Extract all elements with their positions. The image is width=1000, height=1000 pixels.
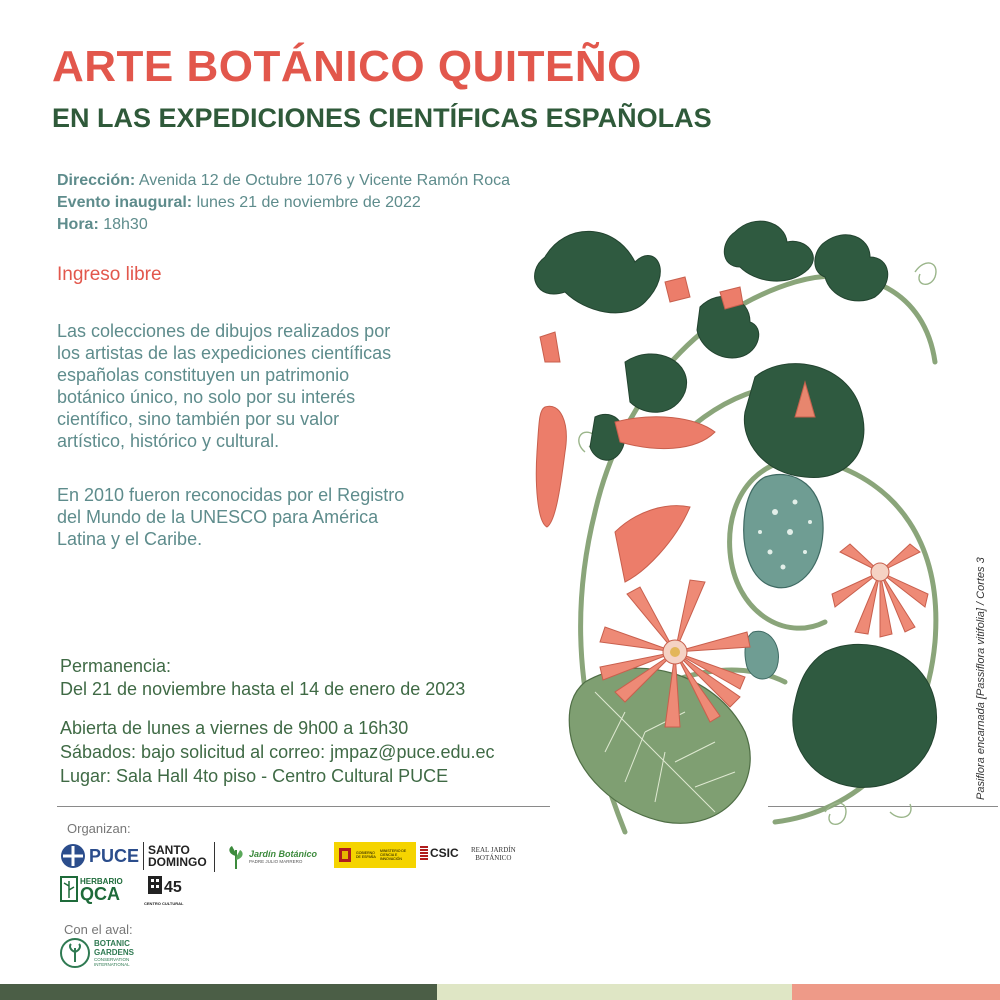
- organizers-label: Organizan:: [67, 821, 131, 836]
- bgci-emblem-icon: [60, 938, 90, 968]
- rjb-line2: BOTÁNICO: [475, 854, 512, 862]
- passiflora-illustration: [525, 212, 965, 842]
- paragraph-line: españolas constituyen un patrimonio: [57, 365, 350, 385]
- saturday-hours: Sábados: bajo solicitud al correo: jmpaz@puce.edu.ec: [60, 742, 495, 762]
- paragraph-line: botánico único, no solo por su interés: [57, 387, 356, 407]
- bottom-band-dark: [0, 984, 437, 1000]
- csic-logo: [420, 846, 459, 860]
- gobierno-espana-logo: [334, 842, 416, 868]
- page-subtitle: EN LAS EXPEDICIONES CIENTÍFICAS ESPAÑOLAS: [52, 103, 712, 133]
- logo-divider: [214, 842, 215, 872]
- building-icon: [146, 874, 182, 896]
- herbario-text: HERBARIO: [80, 876, 123, 886]
- bottom-band-light: [437, 984, 792, 1000]
- time-value: 18h30: [98, 216, 148, 233]
- time-label: Hora:: [57, 216, 99, 233]
- illustration-caption: [960, 525, 1000, 805]
- address-label: Dirección:: [57, 172, 136, 189]
- page-title: ARTE BOTÁNICO QUITEÑO: [52, 42, 642, 91]
- bgci-line4: INTERNATIONAL: [94, 962, 130, 967]
- venue-location: Lugar: Sala Hall 4to piso - Centro Cultural PUCE: [60, 766, 449, 786]
- rjb-line1: REAL JARDÍN: [471, 846, 516, 854]
- centro-text: CENTRO CULTURAL: [144, 901, 184, 906]
- ministerio-text: MINISTERIO DE CIENCIA E INNOVACIÓN: [380, 849, 407, 861]
- csic-text: CSIC: [430, 846, 459, 860]
- free-entry-text: Ingreso libre: [57, 264, 162, 285]
- herbario-qca-logo: [60, 876, 123, 902]
- puce-logo: [60, 842, 207, 870]
- paragraph-line: En 2010 fueron reconocidas por el Registro: [57, 485, 405, 505]
- paragraph-line: artístico, histórico y cultural.: [57, 431, 280, 451]
- opening-event-label: Evento inaugural:: [57, 194, 193, 211]
- description-paragraph-2: [57, 484, 457, 550]
- gobierno-text: GOBIERNO DE ESPAÑA: [356, 851, 376, 859]
- opening-event-line: [57, 194, 421, 212]
- plant-icon: [226, 842, 246, 870]
- time-line: [57, 216, 148, 234]
- bgci-line2: GARDENS: [94, 948, 135, 957]
- opening-event-value: lunes 21 de noviembre de 2022: [192, 194, 421, 211]
- qca-text: QCA: [80, 883, 120, 904]
- bgci-logo: [60, 938, 134, 968]
- csic-mark-icon: [420, 846, 428, 860]
- paragraph-line: del Mundo de la UNESCO para América: [57, 507, 379, 527]
- description-paragraph-1: [57, 320, 457, 452]
- jardin-text: Jardín Botánico: [249, 848, 318, 859]
- jardin-subtext: PADRE JULIO MARRERO: [249, 858, 303, 864]
- svg-text:45: 45: [163, 879, 182, 896]
- paragraph-line: científico, sino también por su valor: [57, 409, 340, 429]
- paragraph-line: los artistas de las expediciones científicas: [57, 343, 392, 363]
- leaf-icon: [60, 876, 78, 902]
- weekday-hours: Abierta de lunes a viernes de 9h00 a 16h30: [60, 718, 409, 738]
- address-value: Avenida 12 de Octubre 1076 y Vicente Ramón Roca: [135, 172, 511, 189]
- real-jardin-botanico-logo: [471, 846, 516, 862]
- permanence-label: Permanencia:: [60, 656, 172, 676]
- puce-text: PUCE: [89, 845, 140, 866]
- coat-of-arms-icon: [337, 845, 353, 865]
- bgci-line3: CONSERVATION: [94, 957, 130, 962]
- bottom-band-pink: [792, 984, 1000, 1000]
- caption-text: Pasiflora encarnada [Passiflora vitifolia] / Cortes 3: [975, 557, 987, 800]
- santo-text: SANTO: [148, 843, 190, 857]
- address-line: [57, 172, 510, 190]
- jardin-botanico-logo: [226, 842, 317, 870]
- endorsement-label: Con el aval:: [64, 922, 133, 937]
- puce-shield-icon: [60, 843, 86, 869]
- domingo-text: DOMINGO: [148, 855, 207, 869]
- centro-cultural-logo: [144, 874, 183, 906]
- paragraph-line: Las colecciones de dibujos realizados por: [57, 321, 391, 341]
- permanence-dates: Del 21 de noviembre hasta el 14 de enero de 2023: [60, 679, 466, 699]
- bgci-line1: BOTANIC: [94, 939, 130, 948]
- paragraph-line: Latina y el Caribe.: [57, 529, 203, 549]
- divider-left: [57, 806, 550, 807]
